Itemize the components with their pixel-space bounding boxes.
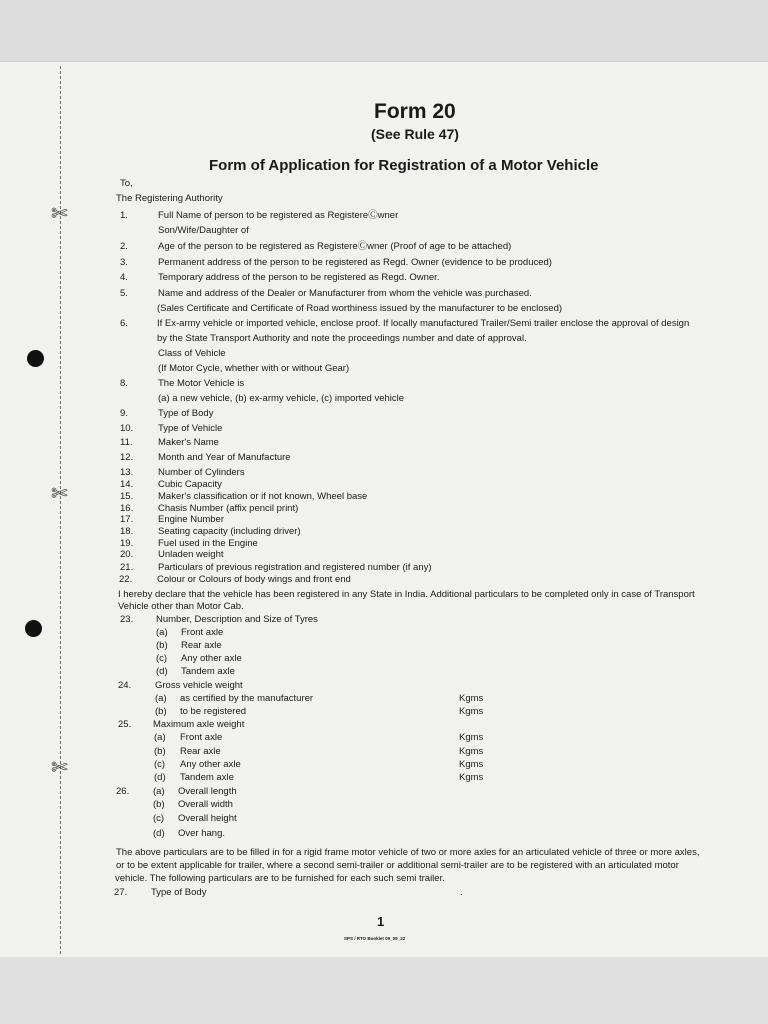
sub-text: Front axle	[180, 732, 223, 743]
item-text: Number of Cylinders	[158, 467, 245, 478]
item-text: Unladen weight	[158, 549, 224, 560]
item-number: 17.	[120, 514, 134, 525]
item-number: 8.	[120, 378, 128, 389]
sub-text: Any other axle	[180, 759, 241, 770]
item-number: 20.	[120, 549, 134, 560]
item-text: If Ex-army vehicle or imported vehicle, enclose proof. If locally manufactured Trailer/Semi trailer enclose the approval of design	[157, 318, 690, 329]
sub-letter: (a)	[156, 627, 168, 638]
item-text: Seating capacity (including driver)	[158, 526, 301, 537]
item-text: Maximum axle weight	[153, 719, 245, 730]
sub-text: Tandem axle	[181, 666, 235, 677]
unit-label: Kgms	[459, 706, 484, 717]
unit-label: Kgms	[459, 759, 484, 770]
item-number: 13.	[120, 467, 134, 478]
sub-letter: (a)	[154, 732, 166, 743]
item-number: 4.	[120, 272, 128, 283]
item-text: Type of Body	[158, 408, 214, 419]
item-text: Chasis Number (affix pencil print)	[158, 503, 299, 514]
item-text: Name and address of the Dealer or Manufacturer from whom the vehicle was purchased.	[158, 288, 532, 299]
item-number: 16.	[120, 503, 134, 514]
note-line: or to be extent applicable for trailer, where a second semi-trailer or additional semi-trailer are to be registered with an articulated motor	[116, 860, 679, 871]
sub-letter: (a)	[153, 786, 165, 797]
item-text: (a) a new vehicle, (b) ex-army vehicle, (c) imported vehicle	[158, 393, 405, 404]
scissors-icon: ✄	[51, 757, 68, 779]
punch-hole	[25, 620, 42, 637]
sub-text: Overall height	[178, 813, 237, 824]
sub-letter: (a)	[155, 693, 167, 704]
item-text: Engine Number	[158, 514, 225, 525]
sub-text: Tandem axle	[180, 772, 234, 783]
unit-label: Kgms	[459, 693, 484, 704]
sub-text: Overall width	[178, 799, 233, 810]
item-text: Class of Vehicle	[158, 348, 226, 359]
scan-background	[0, 957, 768, 1024]
form-subtitle: Form of Application for Registration of a Motor Vehicle	[209, 157, 599, 174]
sub-letter: (d)	[156, 666, 168, 677]
item-text: Cubic Capacity	[158, 479, 222, 490]
note-line: The above particulars are to be filled in for a rigid frame motor vehicle of two or more axles for an articulated vehicle of three or more axles,	[116, 847, 700, 858]
sub-text: Overall length	[178, 786, 237, 797]
punch-hole	[27, 350, 44, 367]
item-number: 3.	[120, 257, 128, 268]
sub-letter: (c)	[153, 813, 165, 824]
item-mark: .	[460, 887, 463, 898]
addressee: The Registering Authority	[116, 193, 223, 204]
sub-letter: (d)	[154, 772, 166, 783]
sub-text: Rear axle	[180, 746, 221, 757]
item-text: (If Motor Cycle, whether with or without Gear)	[158, 363, 350, 374]
item-number: 5.	[120, 288, 128, 299]
item-text: Age of the person to be registered as RegistereⒸwner (Proof of age to be attached)	[158, 241, 512, 252]
item-number: 15.	[120, 491, 134, 502]
note-line: vehicle. The following particulars are to be furnished for each such semi trailer.	[115, 873, 445, 884]
item-text: Son/Wife/Daughter of	[158, 225, 249, 236]
item-number: 19.	[120, 538, 134, 549]
item-text: Permanent address of the person to be registered as Regd. Owner (evidence to be produced)	[158, 257, 552, 268]
item-number: 1.	[120, 210, 128, 221]
sub-letter: (c)	[154, 759, 166, 770]
item-text: (Sales Certificate and Certificate of Road worthiness issued by the manufacturer to be enclosed)	[157, 303, 563, 314]
item-text: Type of Vehicle	[158, 423, 223, 434]
sub-letter: (b)	[153, 799, 165, 810]
item-number: 14.	[120, 479, 134, 490]
form-title: Form 20	[374, 100, 456, 123]
item-number: 18.	[120, 526, 134, 537]
sub-text: to be registered	[180, 706, 247, 717]
sub-text: Any other axle	[181, 653, 242, 664]
sub-text: Over hang.	[178, 828, 225, 839]
declaration-line: Vehicle other than Motor Cab.	[118, 601, 244, 612]
item-number: 22.	[119, 574, 133, 585]
unit-label: Kgms	[459, 772, 484, 783]
footer-code: SPS / RTO Booklet 09_09_22	[344, 936, 406, 941]
item-number: 24.	[118, 680, 132, 691]
sub-letter: (d)	[153, 828, 165, 839]
unit-label: Kgms	[459, 746, 484, 757]
sub-letter: (b)	[155, 706, 167, 717]
sub-letter: (b)	[154, 746, 166, 757]
sub-letter: (c)	[156, 653, 168, 664]
item-text: Maker's Name	[158, 437, 219, 448]
item-text: Colour or Colours of body wings and front end	[157, 574, 351, 585]
declaration-line: I hereby declare that the vehicle has been registered in any State in India. Additional particulars to be completed only in case of Transport	[118, 589, 695, 600]
item-number: 2.	[120, 241, 128, 252]
item-number: 26.	[116, 786, 130, 797]
sub-text: Rear axle	[181, 640, 222, 651]
sub-letter: (b)	[156, 640, 168, 651]
item-text: Type of Body	[151, 887, 207, 898]
perforation-line	[60, 66, 61, 954]
item-number: 11.	[120, 437, 133, 448]
scissors-icon: ✄	[51, 203, 68, 225]
item-number: 21.	[120, 562, 134, 573]
item-text: Gross vehicle weight	[155, 680, 243, 691]
item-number: 25.	[118, 719, 132, 730]
item-number: 10.	[120, 423, 134, 434]
page-number: 1	[377, 914, 385, 929]
salutation: To,	[120, 178, 133, 189]
item-text: Temporary address of the person to be registered as Regd. Owner.	[158, 272, 440, 283]
item-text: Maker's classification or if not known, Wheel base	[158, 491, 368, 502]
unit-label: Kgms	[459, 732, 484, 743]
item-text: Month and Year of Manufacture	[158, 452, 291, 463]
item-text: Full Name of person to be registered as RegistereⒸwner	[158, 210, 399, 221]
sub-text: as certified by the manufacturer	[180, 693, 314, 704]
item-number: 9.	[120, 408, 128, 419]
item-number: 6.	[120, 318, 128, 329]
item-text: Fuel used in the Engine	[158, 538, 258, 549]
scissors-icon: ✄	[51, 483, 68, 505]
item-text: Number, Description and Size of Tyres	[156, 614, 318, 625]
item-number: 27.	[114, 887, 128, 898]
item-number: 12.	[120, 452, 134, 463]
item-number: 23.	[120, 614, 134, 625]
item-text: Particulars of previous registration and registered number (if any)	[158, 562, 432, 573]
item-text: by the State Transport Authority and note the proceedings number and date of approval.	[157, 333, 527, 344]
sub-text: Front axle	[181, 627, 224, 638]
item-text: The Motor Vehicle is	[158, 378, 245, 389]
form-rule: (See Rule 47)	[371, 126, 459, 142]
